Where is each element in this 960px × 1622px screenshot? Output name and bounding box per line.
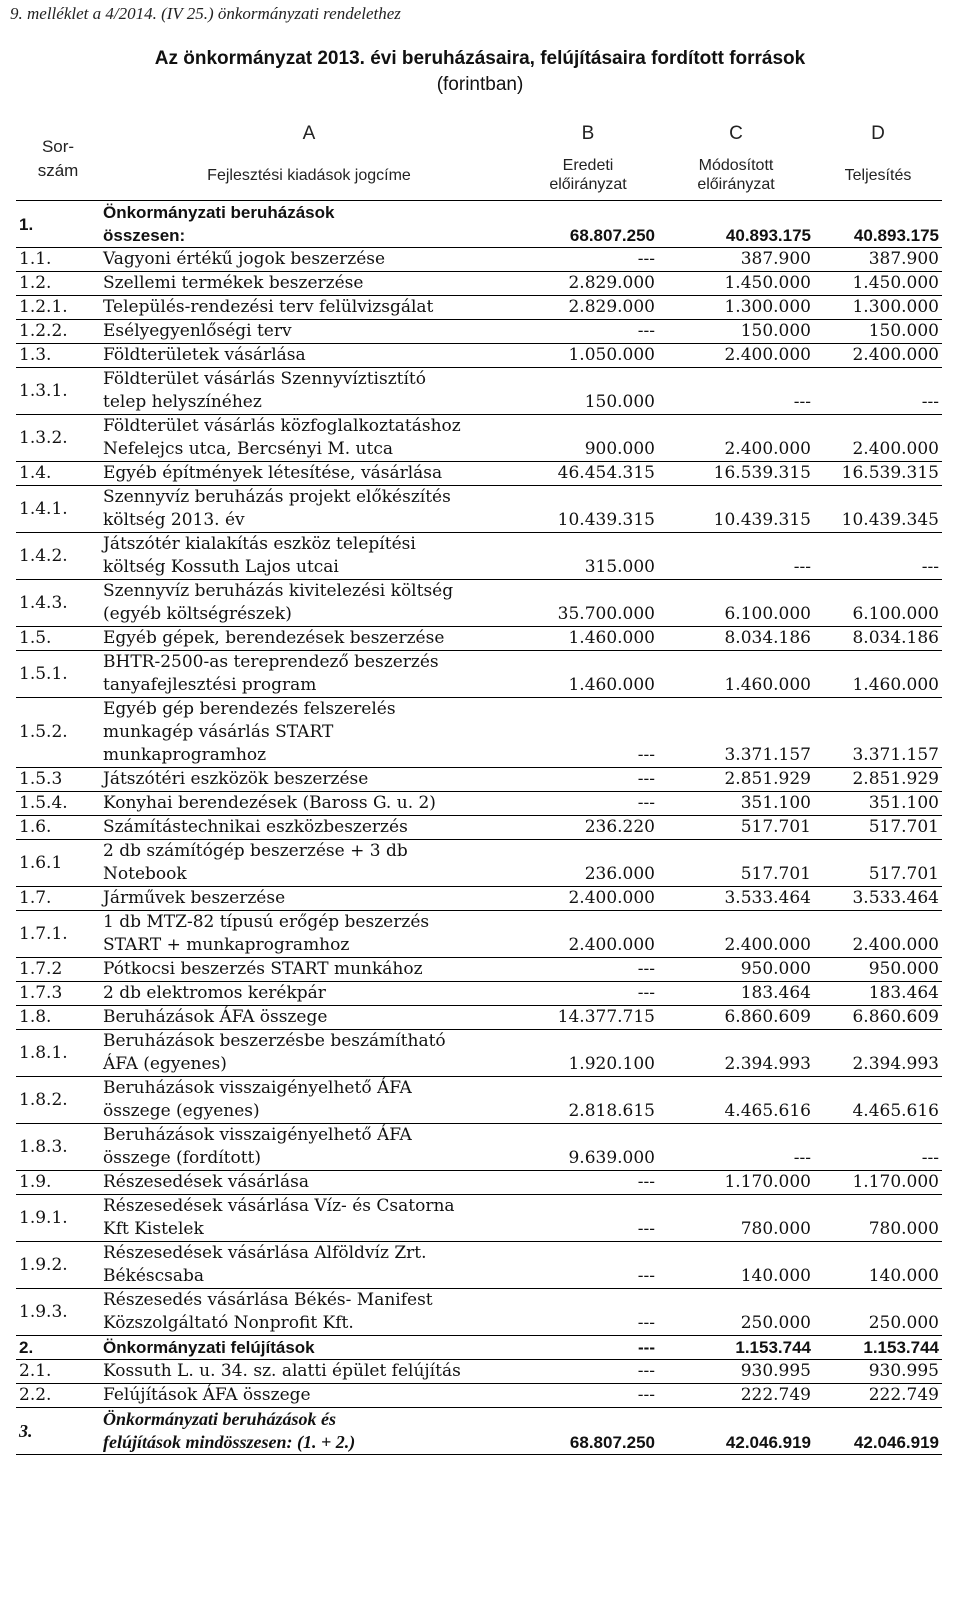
header-sorszam-line-1: Sor- (41, 137, 75, 156)
row-title-line: Számítástechnikai eszközbeszerzés (103, 817, 408, 837)
row-number: 1.5.1. (16, 651, 100, 698)
row-value-d: 1.300.000 (814, 296, 942, 320)
table-row (16, 248, 942, 272)
document-title (0, 46, 960, 98)
row-value-b: 236.220 (518, 816, 658, 840)
row-title-line: Kossuth L. u. 34. sz. alatti épület felújítás (103, 1361, 461, 1381)
row-title-line: Önkormányzati felújítások (103, 1338, 315, 1357)
row-number: 1.3. (16, 344, 100, 368)
row-value-d: 183.464 (814, 982, 942, 1006)
row-value-c: 6.100.000 (658, 580, 814, 627)
row-value-d: 150.000 (814, 320, 942, 344)
row-value-c: 150.000 (658, 320, 814, 344)
row-value-c: 351.100 (658, 792, 814, 816)
table-row (16, 415, 942, 462)
row-value-b: --- (518, 1360, 658, 1384)
table-row (16, 296, 942, 320)
row-title (100, 415, 518, 462)
table-row (16, 887, 942, 911)
header-sorszam (16, 118, 100, 201)
row-value-d: 517.701 (814, 816, 942, 840)
row-number: 1.9.3. (16, 1289, 100, 1336)
table-row (16, 462, 942, 486)
row-title-line: Részesedés vásárlása Békés- Manifest (103, 1290, 433, 1310)
row-value-d: 3.371.157 (814, 698, 942, 768)
row-value-d: 16.539.315 (814, 462, 942, 486)
row-title-line: Beruházások beszerzésbe beszámítható (103, 1031, 446, 1051)
table-row (16, 840, 942, 887)
row-number: 1.5. (16, 627, 100, 651)
row-value-c: 8.034.186 (658, 627, 814, 651)
row-number: 1. (16, 201, 100, 248)
row-value-d: --- (814, 533, 942, 580)
row-value-c: 42.046.919 (658, 1408, 814, 1455)
row-value-d: 2.400.000 (814, 911, 942, 958)
row-title (100, 816, 518, 840)
row-value-b: 236.000 (518, 840, 658, 887)
table-row (16, 982, 942, 1006)
row-value-d: 1.460.000 (814, 651, 942, 698)
row-title-line: Pótkocsi beszerzés START munkához (103, 959, 423, 979)
row-value-c: 930.995 (658, 1360, 814, 1384)
header-names-row (16, 150, 942, 201)
row-value-d: 10.439.345 (814, 486, 942, 533)
row-title (100, 1030, 518, 1077)
row-value-b: 10.439.315 (518, 486, 658, 533)
row-value-c: 2.400.000 (658, 344, 814, 368)
table-row (16, 1408, 942, 1455)
table-row (16, 1195, 942, 1242)
row-title (100, 1336, 518, 1360)
row-value-b: 2.829.000 (518, 296, 658, 320)
row-value-d: 1.153.744 (814, 1336, 942, 1360)
row-value-b: --- (518, 1195, 658, 1242)
row-value-d: 1.170.000 (814, 1171, 942, 1195)
table-row (16, 698, 942, 768)
row-title-line: Járművek beszerzése (103, 888, 286, 908)
row-number: 1.8.1. (16, 1030, 100, 1077)
row-title (100, 201, 518, 248)
annex-note: 9. melléklet a 4/2014. (IV 25.) önkormányzati rendelethez (10, 4, 401, 23)
table-row (16, 1124, 942, 1171)
row-title-line: Részesedések vásárlása (103, 1172, 309, 1192)
row-number: 1.9.1. (16, 1195, 100, 1242)
row-title-line: Földterületek vásárlása (103, 345, 306, 365)
row-number: 1.8.2. (16, 1077, 100, 1124)
header-eredeti-line-1: Eredeti (562, 157, 614, 174)
row-value-b: 1.050.000 (518, 344, 658, 368)
row-title-line: BHTR-2500-as tereprendező beszerzés (103, 652, 439, 672)
row-value-d: --- (814, 1124, 942, 1171)
row-title (100, 958, 518, 982)
row-value-d: 6.860.609 (814, 1006, 942, 1030)
row-title (100, 296, 518, 320)
table-row (16, 580, 942, 627)
row-value-c: 140.000 (658, 1242, 814, 1289)
row-title-line: Beruházások visszaigényelhető ÁFA (103, 1078, 412, 1098)
row-title (100, 1077, 518, 1124)
row-number: 2.1. (16, 1360, 100, 1384)
row-value-b: 2.818.615 (518, 1077, 658, 1124)
row-title-line: Település-rendezési terv felülvizsgálat (103, 297, 434, 317)
row-value-c: --- (658, 533, 814, 580)
row-value-d: 222.749 (814, 1384, 942, 1408)
row-value-c: --- (658, 368, 814, 415)
row-value-b: --- (518, 248, 658, 272)
row-value-d: 1.450.000 (814, 272, 942, 296)
row-value-b: 68.807.250 (518, 201, 658, 248)
row-value-b: --- (518, 1171, 658, 1195)
row-value-b: 46.454.315 (518, 462, 658, 486)
table-row (16, 272, 942, 296)
row-value-d: 780.000 (814, 1195, 942, 1242)
row-title (100, 533, 518, 580)
row-title-line: Szennyvíz beruházás projekt előkészítés (103, 487, 451, 507)
header-col-d: D (871, 123, 885, 144)
row-title (100, 1408, 518, 1455)
row-title-line: Nefelejcs utca, Bercsényi M. utca (103, 439, 393, 459)
row-value-b: 35.700.000 (518, 580, 658, 627)
row-title-line: Játszótér kialakítás eszköz telepítési (103, 534, 416, 554)
row-title (100, 344, 518, 368)
table-row (16, 320, 942, 344)
row-value-b: --- (518, 698, 658, 768)
row-number: 1.4.3. (16, 580, 100, 627)
row-value-b: 68.807.250 (518, 1408, 658, 1455)
row-value-b: --- (518, 1384, 658, 1408)
row-title-line: Beruházások ÁFA összege (103, 1007, 328, 1027)
row-title-line: Szennyvíz beruházás kivitelezési költség (103, 581, 454, 601)
row-title (100, 698, 518, 768)
row-number: 1.5.4. (16, 792, 100, 816)
row-value-c: 1.153.744 (658, 1336, 814, 1360)
row-value-d: 517.701 (814, 840, 942, 887)
table-body (16, 201, 942, 1455)
row-number: 1.7. (16, 887, 100, 911)
title-line-2: (forintban) (436, 74, 524, 95)
table-row (16, 651, 942, 698)
header-col-c: C (729, 123, 743, 144)
row-title-line: (egyéb költségrészek) (103, 604, 292, 624)
row-value-c: 2.851.929 (658, 768, 814, 792)
row-value-c: 4.465.616 (658, 1077, 814, 1124)
row-value-c: 1.300.000 (658, 296, 814, 320)
row-title-line: Önkormányzati beruházások (103, 203, 335, 222)
row-value-c: 1.170.000 (658, 1171, 814, 1195)
row-value-b: 900.000 (518, 415, 658, 462)
table-row (16, 533, 942, 580)
table-row (16, 344, 942, 368)
row-value-d: 42.046.919 (814, 1408, 942, 1455)
row-number: 2. (16, 1336, 100, 1360)
header-modositott-line-1: Módosított (698, 157, 774, 174)
row-number: 1.4.1. (16, 486, 100, 533)
row-number: 1.9. (16, 1171, 100, 1195)
row-value-b: 2.400.000 (518, 887, 658, 911)
row-title-line: Beruházások visszaigényelhető ÁFA (103, 1125, 412, 1145)
row-value-b: 315.000 (518, 533, 658, 580)
row-value-d: 6.100.000 (814, 580, 942, 627)
row-number: 1.5.3 (16, 768, 100, 792)
table-row (16, 486, 942, 533)
table-row (16, 1006, 942, 1030)
header-name: Fejlesztési kiadások jogcíme (207, 166, 411, 184)
row-value-c: 2.400.000 (658, 911, 814, 958)
row-value-b: 1.920.100 (518, 1030, 658, 1077)
row-number: 1.3.2. (16, 415, 100, 462)
row-value-c: 387.900 (658, 248, 814, 272)
row-title-line: munkaprogramhoz (103, 745, 267, 765)
row-value-d: 387.900 (814, 248, 942, 272)
row-number: 1.4. (16, 462, 100, 486)
header-col-a: A (302, 123, 316, 144)
row-title-line: összege (egyenes) (103, 1101, 260, 1121)
row-title-line: összege (fordított) (103, 1148, 262, 1168)
table-row (16, 1242, 942, 1289)
row-value-b: 2.400.000 (518, 911, 658, 958)
row-title-line: Egyéb építmények létesítése, vásárlása (103, 463, 443, 483)
table-row (16, 1336, 942, 1360)
row-value-c: --- (658, 1124, 814, 1171)
row-value-b: 14.377.715 (518, 1006, 658, 1030)
table-row (16, 1171, 942, 1195)
row-title-line: felújítások mindösszesen: (1. + 2.) (103, 1432, 356, 1452)
row-title-line: telep helyszínéhez (103, 392, 262, 412)
table-row (16, 1030, 942, 1077)
row-number: 1.7.3 (16, 982, 100, 1006)
row-title-line: 2 db elektromos kerékpár (103, 983, 326, 1003)
row-number: 1.6. (16, 816, 100, 840)
row-title-line: Felújítások ÁFA összege (103, 1385, 311, 1405)
row-value-c: 6.860.609 (658, 1006, 814, 1030)
row-value-d: 8.034.186 (814, 627, 942, 651)
row-number: 1.5.2. (16, 698, 100, 768)
row-number: 1.8. (16, 1006, 100, 1030)
row-number: 1.2. (16, 272, 100, 296)
table-row (16, 958, 942, 982)
row-title-line: munkagép vásárlás START (103, 722, 334, 742)
row-value-c: 517.701 (658, 840, 814, 887)
table-row (16, 201, 942, 248)
row-value-c: 3.533.464 (658, 887, 814, 911)
row-title-line: Közszolgáltató Nonprofit Kft. (103, 1313, 354, 1333)
row-title-line: 2 db számítógép beszerzése + 3 db (103, 841, 408, 861)
row-value-b: --- (518, 792, 658, 816)
row-title-line: Kft Kistelek (103, 1219, 204, 1239)
row-title (100, 840, 518, 887)
row-title (100, 1171, 518, 1195)
row-title-line: Notebook (103, 864, 187, 884)
row-value-b: --- (518, 320, 658, 344)
row-title (100, 368, 518, 415)
row-title-line: Önkormányzati beruházások és (103, 1409, 337, 1429)
row-value-c: 2.400.000 (658, 415, 814, 462)
row-value-d: 950.000 (814, 958, 942, 982)
row-value-c: 222.749 (658, 1384, 814, 1408)
row-value-c: 16.539.315 (658, 462, 814, 486)
row-value-d: 2.851.929 (814, 768, 942, 792)
row-title-line: Egyéb gépek, berendezések beszerzése (103, 628, 445, 648)
row-value-b: --- (518, 1289, 658, 1336)
row-value-c: 780.000 (658, 1195, 814, 1242)
row-title (100, 1195, 518, 1242)
row-number: 1.6.1 (16, 840, 100, 887)
row-title (100, 580, 518, 627)
row-value-d: 40.893.175 (814, 201, 942, 248)
row-number: 1.1. (16, 248, 100, 272)
row-title-line: Részesedések vásárlása Alföldvíz Zrt. (103, 1243, 427, 1263)
row-value-c: 1.460.000 (658, 651, 814, 698)
row-title-line: Játszótéri eszközök beszerzése (103, 769, 369, 789)
row-value-d: 2.400.000 (814, 415, 942, 462)
row-value-d: 3.533.464 (814, 887, 942, 911)
table-row (16, 1360, 942, 1384)
row-value-b: 2.829.000 (518, 272, 658, 296)
row-value-c: 10.439.315 (658, 486, 814, 533)
row-value-b: --- (518, 958, 658, 982)
table-row (16, 816, 942, 840)
table-row (16, 1384, 942, 1408)
header-sorszam-line-2: szám (37, 161, 79, 180)
row-value-c: 250.000 (658, 1289, 814, 1336)
row-title (100, 486, 518, 533)
row-number: 1.8.3. (16, 1124, 100, 1171)
table-row (16, 911, 942, 958)
row-title (100, 462, 518, 486)
row-value-b: --- (518, 1242, 658, 1289)
header-modositott (658, 150, 814, 201)
row-title-line: Békéscsaba (103, 1266, 205, 1286)
row-number: 3. (16, 1408, 100, 1455)
row-value-d: 2.400.000 (814, 344, 942, 368)
row-value-b: 1.460.000 (518, 627, 658, 651)
row-value-b: 9.639.000 (518, 1124, 658, 1171)
table-row (16, 768, 942, 792)
row-value-d: 351.100 (814, 792, 942, 816)
row-title-line: költség 2013. év (103, 510, 245, 530)
row-title (100, 792, 518, 816)
row-title (100, 1006, 518, 1030)
row-title (100, 272, 518, 296)
row-number: 1.7.1. (16, 911, 100, 958)
row-value-c: 517.701 (658, 816, 814, 840)
header-eredeti (518, 150, 658, 201)
row-title (100, 982, 518, 1006)
row-title-line: tanyafejlesztési program (103, 675, 317, 695)
header-col-b: B (581, 123, 595, 144)
row-title (100, 887, 518, 911)
table-row (16, 627, 942, 651)
row-title (100, 1124, 518, 1171)
row-value-d: 250.000 (814, 1289, 942, 1336)
row-title-line: Földterület vásárlás Szennyvíztisztító (103, 369, 426, 389)
row-title-line: összesen: (103, 226, 186, 245)
header-teljesites: Teljesítés (844, 166, 912, 184)
row-title-line: 1 db MTZ-82 típusú erőgép beszerzés (103, 912, 430, 932)
row-value-c: 2.394.993 (658, 1030, 814, 1077)
row-value-c: 40.893.175 (658, 201, 814, 248)
row-title-line: Esélyegyenlőségi terv (103, 321, 292, 341)
row-value-b: --- (518, 768, 658, 792)
row-value-b: 150.000 (518, 368, 658, 415)
header-modositott-line-2: előirányzat (697, 176, 775, 193)
row-value-b: 1.460.000 (518, 651, 658, 698)
funding-table (16, 118, 942, 1455)
row-number: 1.3.1. (16, 368, 100, 415)
row-title-line: Részesedések vásárlása Víz- és Csatorna (103, 1196, 455, 1216)
row-value-d: 2.394.993 (814, 1030, 942, 1077)
row-title-line: Vagyoni értékű jogok beszerzése (103, 249, 386, 269)
row-number: 1.2.1. (16, 296, 100, 320)
row-title (100, 1360, 518, 1384)
row-title-line: ÁFA (egyenes) (103, 1054, 227, 1074)
row-title (100, 911, 518, 958)
header-letters-row (16, 118, 942, 150)
row-number: 2.2. (16, 1384, 100, 1408)
table-row (16, 368, 942, 415)
row-title-line: Konyhai berendezések (Baross G. u. 2) (103, 793, 436, 813)
row-value-d: 4.465.616 (814, 1077, 942, 1124)
row-number: 1.7.2 (16, 958, 100, 982)
row-title-line: költség Kossuth Lajos utcai (103, 557, 339, 577)
row-title (100, 1242, 518, 1289)
row-value-c: 3.371.157 (658, 698, 814, 768)
row-value-d: 140.000 (814, 1242, 942, 1289)
row-number: 1.2.2. (16, 320, 100, 344)
table-row (16, 792, 942, 816)
row-title (100, 627, 518, 651)
row-number: 1.4.2. (16, 533, 100, 580)
row-title (100, 1289, 518, 1336)
row-value-b: --- (518, 982, 658, 1006)
row-title (100, 320, 518, 344)
row-value-c: 183.464 (658, 982, 814, 1006)
header-eredeti-line-2: előirányzat (549, 176, 627, 193)
row-value-c: 1.450.000 (658, 272, 814, 296)
title-line-1: Az önkormányzat 2013. évi beruházásaira, felújításaira fordított források (154, 48, 806, 69)
row-value-d: --- (814, 368, 942, 415)
row-title-line: Földterület vásárlás közfoglalkoztatáshoz (103, 416, 461, 436)
row-title (100, 248, 518, 272)
row-title (100, 1384, 518, 1408)
row-title-line: Egyéb gép berendezés felszerelés (103, 699, 396, 719)
table-row (16, 1077, 942, 1124)
row-value-c: 950.000 (658, 958, 814, 982)
row-value-d: 930.995 (814, 1360, 942, 1384)
table-row (16, 1289, 942, 1336)
row-value-b: --- (518, 1336, 658, 1360)
row-title-line: START + munkaprogramhoz (103, 935, 350, 955)
row-title (100, 768, 518, 792)
row-title (100, 651, 518, 698)
row-number: 1.9.2. (16, 1242, 100, 1289)
row-title-line: Szellemi termékek beszerzése (103, 273, 364, 293)
